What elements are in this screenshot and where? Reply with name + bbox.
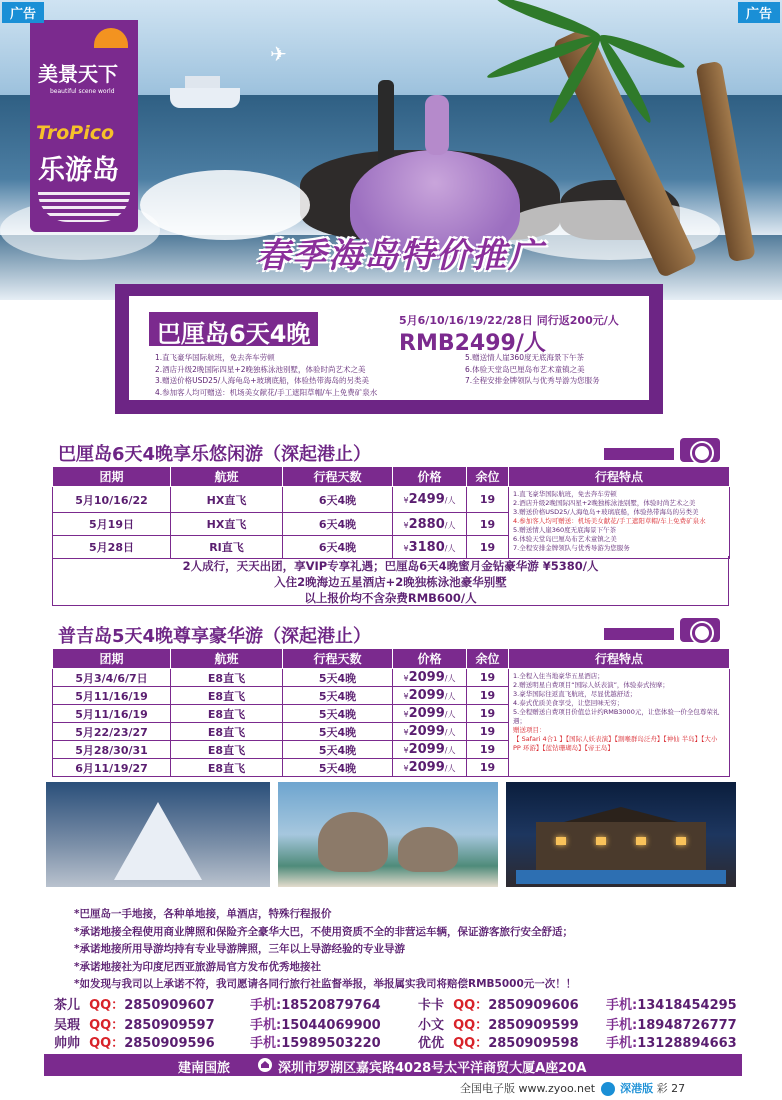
brand-name: 美景天下 xyxy=(38,62,118,86)
note-line: *如发现与我司以上承诺不符，我司愿请各同行旅行社监督举报，举报属实我司将赔偿RMB5000元一次！！ xyxy=(74,978,577,990)
company-name: 建南国旅 xyxy=(178,1061,231,1076)
promo-banner xyxy=(115,284,663,414)
table-header-row xyxy=(53,649,730,669)
footer-edition: 深港版 xyxy=(620,1082,654,1095)
pool-image xyxy=(516,870,726,884)
cell-seats: 19 xyxy=(467,669,509,687)
ad-tag-right: 广告 xyxy=(738,2,780,23)
company-address: 深圳市罗湖区嘉宾路4028号太平洋商贸大厦A座20A xyxy=(278,1061,587,1076)
col-header: 行程特点 xyxy=(509,467,730,487)
cell-price: ¥2099/人 xyxy=(393,669,467,687)
address-bar xyxy=(44,1054,742,1076)
cell-days: 6天4晚 xyxy=(283,513,393,536)
note-line: *巴厘岛一手地接，各种单地接，单酒店，特殊行程报价 xyxy=(74,908,332,920)
villa-photo xyxy=(506,782,736,887)
brand-logo xyxy=(30,20,138,232)
promo-features-right xyxy=(465,352,705,387)
palm-leaf xyxy=(495,0,602,42)
cell-price: ¥2099/人 xyxy=(393,741,467,759)
phuket-section-title: 普吉岛5天4晚尊享豪华游（深起港止） xyxy=(58,626,372,647)
cell-price: ¥2099/人 xyxy=(393,687,467,705)
contact-item: 手机:13418454295 xyxy=(606,998,737,1013)
cell-date: 5月10/16/22 xyxy=(53,487,171,513)
col-header: 航班 xyxy=(171,649,283,669)
sun-icon xyxy=(94,28,128,48)
promo-price: RMB2499/人 xyxy=(399,331,546,356)
bali-table xyxy=(52,466,730,559)
promo-feature: 2.酒店升级2晚国际四星+2晚独栋泳池别墅，体验时尚艺术之美 xyxy=(155,364,366,374)
cell-seats: 19 xyxy=(467,741,509,759)
window-light xyxy=(676,837,686,845)
footer-page: 彩 27 xyxy=(656,1082,686,1095)
cell-date: 5月22/23/27 xyxy=(53,723,171,741)
landmark-icon xyxy=(604,620,674,640)
contact-item: 手机:18520879764 xyxy=(250,998,381,1013)
cell-date: 5月11/16/19 xyxy=(53,705,171,723)
bali-section-icons xyxy=(604,438,720,462)
promo-feature: 7.全程安排金牌领队与优秀导游为您服务 xyxy=(465,376,600,385)
page-headline: 春季海岛特价推广 xyxy=(256,236,544,276)
col-header: 团期 xyxy=(53,649,171,669)
ship-image xyxy=(170,88,240,108)
cell-seats: 19 xyxy=(467,705,509,723)
cell-date: 5月28/30/31 xyxy=(53,741,171,759)
cell-date: 5月28日 xyxy=(53,536,171,559)
cell-seats: 19 xyxy=(467,513,509,536)
contact-item: 吴瑕 QQ：2850909597 xyxy=(54,1018,215,1033)
cell-date: 5月11/16/19 xyxy=(53,687,171,705)
cell-date: 6月11/19/27 xyxy=(53,759,171,777)
cell-flight: E8直飞 xyxy=(171,669,283,687)
cell-flight: E8直飞 xyxy=(171,759,283,777)
cell-flight: E8直飞 xyxy=(171,705,283,723)
contact-item: 茶儿 QQ：2850909607 xyxy=(54,998,215,1013)
window-light xyxy=(556,837,566,845)
cell-seats: 19 xyxy=(467,687,509,705)
landmark-icon xyxy=(604,440,674,460)
chapel-image xyxy=(114,802,202,880)
bali-features: 1.直飞豪华国际航班，免去奔车劳顿 2.酒店升级2晚国际四星+2晚独栋泳池别墅，体验时尚艺术之美 3.赠送价格USD25/人海龟岛+玻璃底船，体验热带海岛的另类美 4.参加客人均可赠送：机场美女献花/手工遮阳草帽/车上免费矿泉水 5.赠送情人崖360度无底海景下午茶 6.体验天堂岛巴厘岛布艺术童镇之美 7.全程安排金牌领队与优秀导游为您服务 xyxy=(509,487,730,559)
bali-note: 2人成行，天天出团，享VIP专享礼遇；巴厘岛6天4晚蜜月金钻豪华游 ¥5380/人 入住2晚海边五星酒店+2晚独栋泳池豪华别墅 以上报价均不含杂费RMB600/人 xyxy=(52,556,729,606)
contact-item: 手机:13128894663 xyxy=(606,1036,737,1051)
promo-banner-body xyxy=(129,296,649,400)
footer-website: 全国电子版 www.zyoo.net xyxy=(460,1082,596,1095)
cell-seats: 19 xyxy=(467,723,509,741)
rock-image xyxy=(398,827,458,872)
table-header-row xyxy=(53,467,730,487)
col-header: 价格 xyxy=(393,467,467,487)
cell-days: 6天4晚 xyxy=(283,536,393,559)
cell-flight: HX直飞 xyxy=(171,487,283,513)
cell-flight: RI直飞 xyxy=(171,536,283,559)
chapel-photo xyxy=(46,782,270,887)
cell-flight: E8直飞 xyxy=(171,741,283,759)
villa-image xyxy=(536,822,706,872)
cell-days: 5天4晚 xyxy=(283,687,393,705)
col-header: 行程天数 xyxy=(283,467,393,487)
contact-item: 手机:15044069900 xyxy=(250,1018,381,1033)
cell-price: ¥2099/人 xyxy=(393,723,467,741)
cell-seats: 19 xyxy=(467,487,509,513)
promo-feature: 4.参加客人均可赠送：机场美女献花/手工遮阳草帽/车上免费矿泉水 xyxy=(155,387,378,397)
col-header: 航班 xyxy=(171,467,283,487)
wave-lines-icon xyxy=(38,192,130,222)
note-line: *承诺地接所用导游均持有专业导游牌照，三年以上导游经验的专业导游 xyxy=(74,943,405,955)
cell-date: 5月19日 xyxy=(53,513,171,536)
phuket-section-icons xyxy=(604,618,720,642)
cell-price: ¥2099/人 xyxy=(393,705,467,723)
edition-badge-icon xyxy=(601,1082,615,1096)
rocks-beach-photo xyxy=(278,782,498,887)
cell-price: ¥2099/人 xyxy=(393,759,467,777)
home-icon xyxy=(258,1058,272,1072)
cell-flight: E8直飞 xyxy=(171,723,283,741)
cell-days: 5天4晚 xyxy=(283,723,393,741)
contact-item: 手机:15989503220 xyxy=(250,1036,381,1051)
brand-subtitle: beautiful scene world xyxy=(50,88,115,95)
cell-price: ¥2880/人 xyxy=(393,513,467,536)
airplane-icon: ✈ xyxy=(270,42,287,66)
cell-flight: E8直飞 xyxy=(171,687,283,705)
cell-price: ¥2499/人 xyxy=(393,487,467,513)
phuket-table xyxy=(52,648,730,777)
contact-item: 手机:18948726777 xyxy=(606,1018,737,1033)
cell-seats: 19 xyxy=(467,536,509,559)
cell-seats: 19 xyxy=(467,759,509,777)
cell-days: 5天4晚 xyxy=(283,741,393,759)
cell-flight: HX直飞 xyxy=(171,513,283,536)
contact-item: 帅帅 QQ：2850909596 xyxy=(54,1036,215,1051)
tropico-cn: 乐游岛 xyxy=(38,155,119,186)
bride-figure xyxy=(425,95,449,155)
groom-figure xyxy=(378,80,394,165)
ad-tag-left: 广告 xyxy=(2,2,44,23)
photo-strip xyxy=(46,782,736,887)
col-header: 行程特点 xyxy=(509,649,730,669)
note-line: *承诺地接社为印度尼西亚旅游局官方发布优秀地接社 xyxy=(74,960,321,973)
contact-item: 卡卡 QQ：2850909606 xyxy=(418,998,579,1013)
col-header: 行程天数 xyxy=(283,649,393,669)
camera-icon xyxy=(680,618,720,642)
window-light xyxy=(636,837,646,845)
cell-days: 5天4晚 xyxy=(283,759,393,777)
promo-destination: 巴厘岛6天4晚 xyxy=(149,312,318,346)
cell-price: ¥3180/人 xyxy=(393,536,467,559)
phuket-features: 1.全程入住当地豪华五星酒店； 2.赠送明星自费项目“国际人妖表演”，体验泰式按摩； 3.豪华国际往返直飞航班，尽显优越舒适； 4.泰式优质美食享受，让您回味无穷； 5.全程赠送自费项目价值总计约RMB3000元，让您体验一价全包尊荣礼遇； 赠送项目： 【 Safari 4合1 】【国际人妖表演】【割喉群岛泛舟】【神仙 半岛】【大小PP 环游】【蓝钻珊瑚岛】【帝王岛】 xyxy=(509,669,730,777)
contact-item: 小文 QQ：2850909599 xyxy=(418,1018,579,1033)
promo-dates: 5月6/10/16/19/22/28日 同行返200元/人 xyxy=(399,314,619,327)
col-header: 余位 xyxy=(467,649,509,669)
promise-notes xyxy=(74,906,734,994)
camera-icon xyxy=(680,438,720,462)
cell-days: 5天4晚 xyxy=(283,669,393,687)
rock-image xyxy=(318,812,388,872)
col-header: 价格 xyxy=(393,649,467,669)
bali-section-title: 巴厘岛6天4晚享乐悠闲游（深起港止） xyxy=(58,444,372,465)
contact-list xyxy=(44,992,742,1050)
tropico-logo: TroPico xyxy=(36,122,115,144)
promo-feature: 6.体验天堂岛巴厘岛布艺术童镇之美 xyxy=(465,364,585,374)
cell-days: 5天4晚 xyxy=(283,705,393,723)
promo-feature: 1.直飞豪华国际航班，免去奔车劳顿 xyxy=(155,353,275,362)
window-light xyxy=(596,837,606,845)
promo-features-left xyxy=(155,352,455,398)
note-line: *承诺地接全程使用商业牌照和保险齐全豪华大巴，不使用资质不全的非营运车辆，保证游客旅行安全舒适； xyxy=(74,925,573,938)
promo-feature: 3.赠送价格USD25/人海龟岛+玻璃底船，体验热带海岛的另类美 xyxy=(155,376,370,385)
col-header: 团期 xyxy=(53,467,171,487)
cell-date: 5月3/4/6/7日 xyxy=(53,669,171,687)
cell-days: 6天4晚 xyxy=(283,487,393,513)
col-header: 余位 xyxy=(467,467,509,487)
page-footer xyxy=(460,1080,685,1096)
contact-item: 优优 QQ：2850909598 xyxy=(418,1036,579,1051)
promo-feature: 5.赠送情人崖360度无底海景下午茶 xyxy=(465,353,584,362)
table-row xyxy=(53,487,730,513)
table-row xyxy=(53,669,730,687)
